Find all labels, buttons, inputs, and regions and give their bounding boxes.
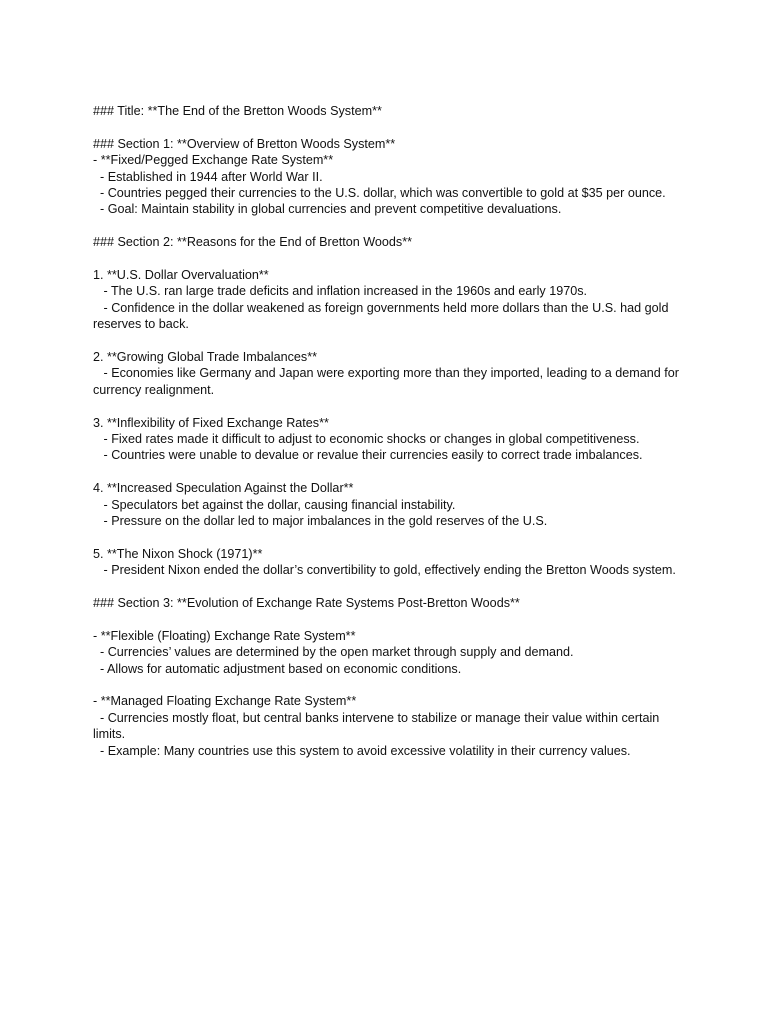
- text-line: ### Section 3: **Evolution of Exchange Rate Systems Post-Bretton Woods**: [93, 596, 520, 611]
- blank-line: [93, 251, 683, 267]
- text-line: - Currencies’ values are determined by the open market through supply and demand.: [93, 645, 574, 660]
- text-line: - The U.S. ran large trade deficits and inflation increased in the 1960s and early 1970s.: [93, 284, 588, 299]
- blank-line: [93, 333, 683, 349]
- text-line: - Currencies mostly float, but central banks intervene to stabilize or manage their value within certain limits.: [93, 710, 663, 742]
- text-line: - Countries pegged their currencies to the U.S. dollar, which was convertible to gold at $35 per ounce.: [93, 186, 666, 201]
- blank-line: [93, 579, 683, 595]
- blank-line: [93, 677, 683, 693]
- text-line: - Example: Many countries use this system to avoid excessive volatility in their currency values.: [93, 743, 631, 758]
- text-line: 1. **U.S. Dollar Overvaluation**: [93, 268, 269, 283]
- text-line: ### Title: **The End of the Bretton Woods System**: [93, 104, 382, 118]
- text-line: 4. **Increased Speculation Against the Dollar**: [93, 481, 354, 496]
- text-line: - Pressure on the dollar led to major imbalances in the gold reserves of the U.S.: [93, 514, 548, 529]
- text-line: 3. **Inflexibility of Fixed Exchange Rates**: [93, 415, 329, 430]
- text-line: - Fixed rates made it difficult to adjust to economic shocks or changes in global competitiveness.: [93, 432, 640, 447]
- blank-line: [93, 464, 683, 480]
- text-line: - **Managed Floating Exchange Rate System**: [93, 694, 357, 709]
- text-line: - Confidence in the dollar weakened as foreign governments held more dollars than the U.S. had gold reserves to back.: [93, 300, 672, 332]
- text-line: - Allows for automatic adjustment based on economic conditions.: [93, 661, 462, 676]
- document-body: [93, 103, 683, 759]
- blank-line: [93, 218, 683, 234]
- text-line: ### Section 1: **Overview of Bretton Woods System**: [93, 136, 396, 151]
- text-line: - Countries were unable to devalue or revalue their currencies easily to correct trade imbalances.: [93, 448, 643, 463]
- text-line: - Speculators bet against the dollar, causing financial instability.: [93, 497, 456, 512]
- blank-line: [93, 611, 683, 627]
- text-line: - Economies like Germany and Japan were exporting more than they imported, leading to a demand for currency realignment.: [93, 366, 683, 397]
- text-line: - President Nixon ended the dollar’s convertibility to gold, effectively ending the Bretton Woods system.: [93, 563, 676, 578]
- blank-line: [93, 119, 683, 135]
- text-line: - **Flexible (Floating) Exchange Rate System**: [93, 628, 356, 643]
- text-line: - **Fixed/Pegged Exchange Rate System**: [93, 153, 334, 168]
- blank-line: [93, 398, 683, 414]
- text-line: 2. **Growing Global Trade Imbalances**: [93, 350, 318, 365]
- text-line: - Established in 1944 after World War II.: [93, 169, 323, 184]
- blank-line: [93, 529, 683, 545]
- text-line: ### Section 2: **Reasons for the End of Bretton Woods**: [93, 235, 413, 250]
- text-line: 5. **The Nixon Shock (1971)**: [93, 546, 263, 561]
- text-line: - Goal: Maintain stability in global currencies and prevent competitive devaluations.: [93, 202, 562, 217]
